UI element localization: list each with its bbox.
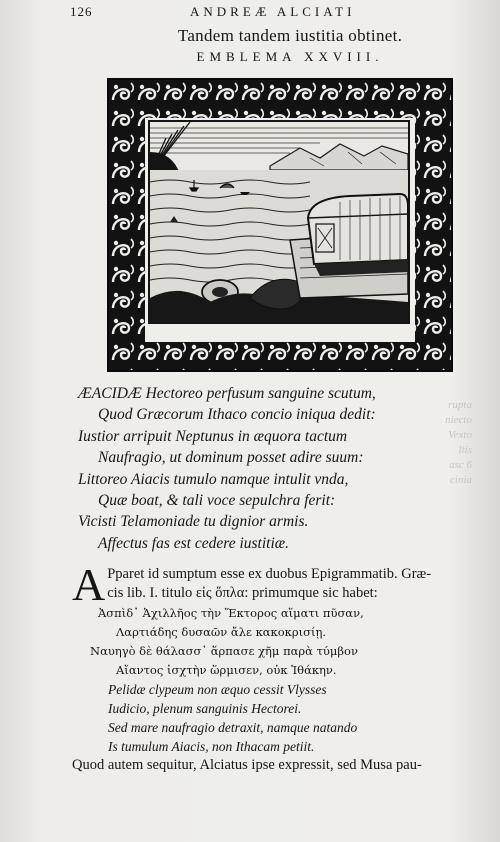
drop-cap: A — [72, 559, 106, 610]
page-number: 126 — [70, 4, 93, 19]
bleed-through-line: rupta — [448, 399, 472, 411]
bleed-through-line: asc 6 — [449, 459, 472, 471]
verse-line: Quod Græcorum Ithaco concio iniqua dedit: — [98, 406, 376, 424]
commentary-line: cis lib. I. titulo εἰς ὅπλα: primumque sic habet: — [107, 585, 378, 601]
running-title: ANDREÆ ALCIATI — [190, 4, 356, 19]
commentary-line: Pparet id sumptum esse ex duobus Epigrammatib. Græ- — [107, 566, 432, 582]
emblem-motto: Tandem tandem iustitia obtinet. — [177, 26, 403, 45]
verse-line: Quæ boat, & tali voce sepulchra ferit: — [98, 492, 336, 510]
running-head — [70, 4, 470, 24]
bleed-through-line: ltis — [458, 444, 472, 456]
latin-translation-line: Is tumulum Aiacis, non Ithacam petiit. — [108, 739, 315, 754]
verse-line: Naufragio, ut dominum posset adire suum: — [98, 449, 364, 467]
latin-translation-line: Pelidæ clypeum non æquo cessit Vlysses — [108, 682, 327, 697]
commentary-closing-line: Quod autem sequitur, Alciatus ipse expressit, sed Musa pau- — [72, 757, 422, 773]
verse-line: Littoreo Aiacis tumulo namque intulit vnda, — [78, 470, 349, 488]
latin-translation-line: Sed mare naufragio detraxit, namque natando — [108, 720, 358, 735]
latin-translation-line: Iudicio, plenum sanguinis Hectorei. — [108, 701, 302, 716]
emblem-verse — [78, 383, 498, 554]
bleed-through-line: Vexto — [448, 429, 472, 441]
verse-line: Vicisti Telamoniade tu dignior armis. — [78, 513, 309, 531]
verse-line: Iustior arripuit Neptunus in æquora tactum — [78, 427, 348, 445]
bleed-through-line: cinia — [450, 474, 472, 486]
greek-epigram-line: Ναυηγὸ δὲ θάλασσ᾽ ἅρπασε χῆμ παρὰ τύμβον — [90, 644, 358, 658]
greek-epigram-line: Αἴαντος ἰσχτὴν ὥρμισεν, οὐκ Ἰθάκην. — [116, 663, 337, 677]
greek-epigram-line: Λαρτιάδης δυσαῶν ἄλε κακοκρισίῃ. — [116, 625, 327, 639]
greek-epigram-line: Ἀσπὶδ᾽ Ἀχιλλῆος τὴν Ἕκτορος αἵματι πῦσαν, — [98, 606, 364, 620]
woodcut-seascape — [150, 122, 408, 322]
woodcut-illustration — [148, 120, 410, 324]
bleed-through-line: niecto — [445, 414, 472, 426]
emblem-number: EMBLEMA XXVIII. — [196, 49, 384, 64]
verse-line: Affectus fas est cedere iustitiæ. — [98, 534, 289, 552]
verse-line: ÆACIDÆ Hectoreo perfusum sanguine scutum, — [78, 385, 376, 402]
commentary — [72, 559, 500, 775]
